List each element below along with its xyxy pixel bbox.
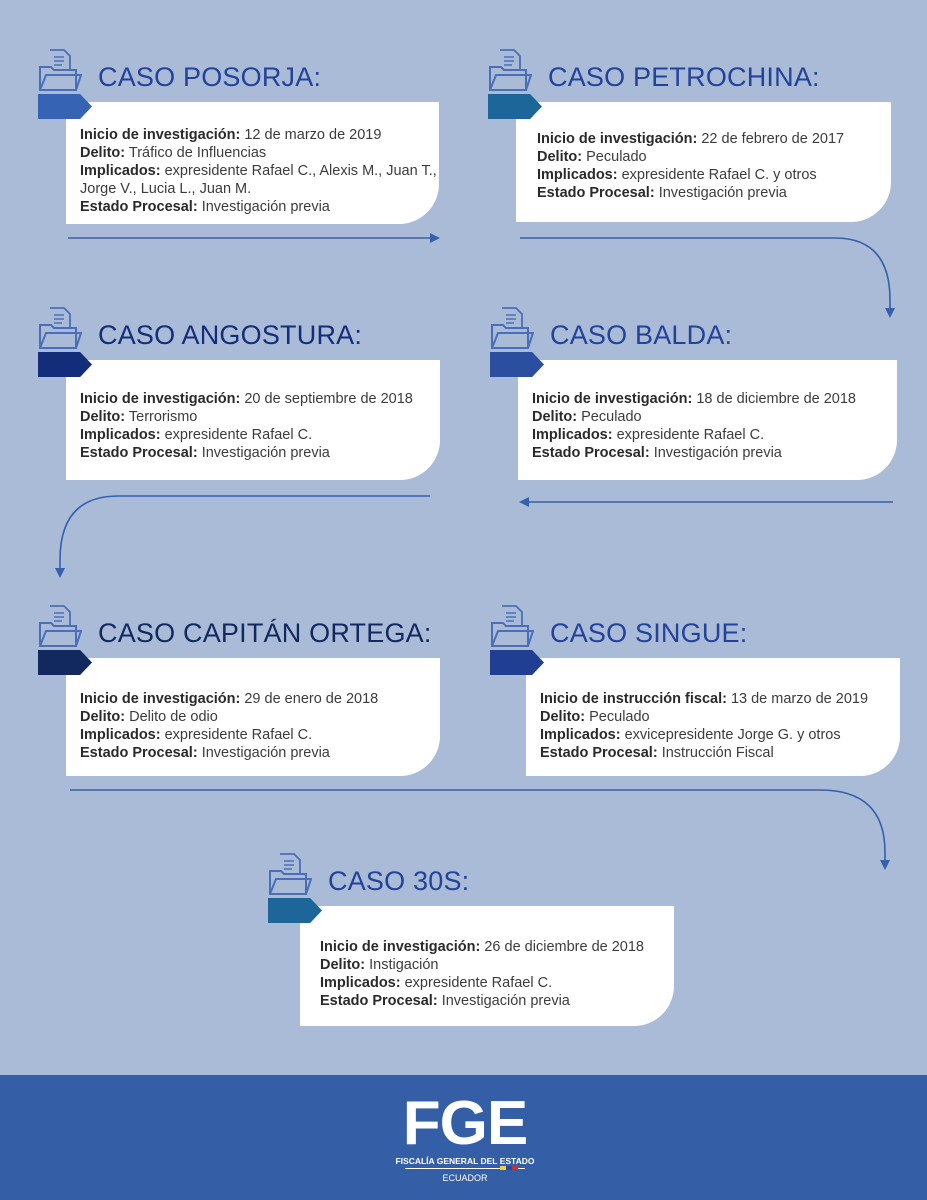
case-title: CASO ANGOSTURA:	[98, 320, 363, 350]
procedural-status-line	[537, 184, 891, 202]
field-value: 20 de septiembre de 2018	[240, 391, 413, 407]
field-value: 13 de marzo de 2019	[726, 691, 869, 707]
logo-country: ECUADOR	[442, 1173, 488, 1183]
field-value: exvicepresidente Jorge G. y otros	[620, 727, 841, 743]
start-date-line	[540, 690, 900, 708]
implicated-line	[532, 426, 897, 444]
start-date-line	[532, 390, 897, 408]
field-value: expresidente Rafael C.	[400, 975, 553, 991]
fge-logo	[395, 1089, 535, 1193]
crime-line	[540, 708, 900, 726]
field-label: Delito:	[80, 709, 126, 725]
folder-icon	[38, 48, 82, 92]
case-title: CASO CAPITÁN ORTEGA:	[98, 618, 432, 648]
field-label: Inicio de investigación:	[320, 939, 481, 955]
procedural-status-line	[80, 744, 440, 762]
logo-letters: FGE	[402, 1089, 528, 1158]
field-value: 12 de marzo de 2019	[240, 127, 382, 143]
field-label: Delito:	[540, 709, 586, 725]
case-title: CASO BALDA:	[550, 320, 733, 350]
field-label: Implicados:	[532, 427, 613, 443]
case-card	[526, 658, 900, 776]
field-label: Implicados:	[80, 427, 161, 443]
field-label: Estado Procesal:	[80, 745, 198, 761]
field-value: 26 de diciembre de 2018	[480, 939, 644, 955]
arrow-petrochina-to-balda	[520, 238, 890, 316]
case-card	[66, 360, 440, 480]
field-label: Inicio de investigación:	[532, 391, 693, 407]
field-value: Delito de odio	[125, 709, 218, 725]
field-value: Investigación previa	[649, 445, 782, 461]
field-label: Inicio de investigación:	[80, 691, 241, 707]
implicated-line	[80, 426, 440, 444]
field-label: Estado Procesal:	[537, 185, 655, 201]
folder-icon	[488, 48, 532, 92]
implicated-line	[537, 166, 891, 184]
field-label: Delito:	[532, 409, 578, 425]
field-value: expresidente Rafael C., Alexis M., Juan T., Jorge V., Lucia L., Juan M.	[80, 163, 437, 197]
flag-colors	[500, 1166, 518, 1170]
start-date-line	[320, 938, 674, 956]
crime-line	[532, 408, 897, 426]
implicated-line	[540, 726, 900, 744]
crime-line	[80, 408, 440, 426]
folder-icon	[268, 852, 312, 896]
field-label: Inicio de investigación:	[80, 391, 241, 407]
field-label: Implicados:	[320, 975, 401, 991]
folder-icon	[490, 604, 534, 648]
procedural-status-line	[540, 744, 900, 762]
field-value: expresidente Rafael C.	[160, 427, 313, 443]
footer	[0, 1075, 927, 1200]
procedural-status-line	[80, 198, 439, 216]
field-value: Investigación previa	[197, 199, 330, 215]
field-value: Peculado	[585, 709, 650, 725]
crime-line	[320, 956, 674, 974]
field-value: 29 de enero de 2018	[240, 691, 379, 707]
field-label: Delito:	[80, 145, 126, 161]
field-label: Implicados:	[540, 727, 621, 743]
start-date-line	[80, 126, 439, 144]
field-label: Implicados:	[537, 167, 618, 183]
folder-icon	[38, 306, 82, 350]
field-value: Investigación previa	[197, 745, 330, 761]
field-label: Delito:	[80, 409, 126, 425]
field-value: expresidente Rafael C.	[612, 427, 765, 443]
field-value: 22 de febrero de 2017	[697, 131, 845, 147]
case-title: CASO SINGUE:	[550, 618, 748, 648]
field-value: Investigación previa	[437, 993, 570, 1009]
case-card	[518, 360, 897, 480]
field-value: Investigación previa	[197, 445, 330, 461]
arrow-angostura-to-capitan-ortega	[60, 496, 430, 576]
case-title: CASO 30S:	[328, 866, 470, 896]
procedural-status-line	[80, 444, 440, 462]
implicated-line	[80, 726, 440, 744]
start-date-line	[80, 690, 440, 708]
implicated-line	[320, 974, 674, 992]
start-date-line	[537, 130, 891, 148]
field-label: Estado Procesal:	[320, 993, 438, 1009]
folder-icon	[490, 306, 534, 350]
crime-line	[537, 148, 891, 166]
field-label: Delito:	[537, 149, 583, 165]
field-label: Implicados:	[80, 163, 161, 179]
case-card	[300, 906, 674, 1026]
case-card	[66, 102, 439, 224]
case-title: CASO PETROCHINA:	[548, 62, 820, 92]
field-value: Tráfico de Influencias	[125, 145, 267, 161]
field-value: expresidente Rafael C.	[160, 727, 313, 743]
arrow-capitan-ortega-to-singue	[70, 790, 885, 868]
field-value: Peculado	[577, 409, 642, 425]
case-card	[66, 658, 440, 776]
field-label: Estado Procesal:	[80, 445, 198, 461]
field-label: Estado Procesal:	[80, 199, 198, 215]
field-value: Instigación	[365, 957, 439, 973]
field-label: Estado Procesal:	[540, 745, 658, 761]
field-label: Delito:	[320, 957, 366, 973]
field-value: 18 de diciembre de 2018	[692, 391, 856, 407]
field-value: Terrorismo	[125, 409, 198, 425]
field-label: Inicio de instrucción fiscal:	[540, 691, 727, 707]
field-value: Peculado	[582, 149, 647, 165]
field-label: Inicio de investigación:	[537, 131, 698, 147]
start-date-line	[80, 390, 440, 408]
field-label: Implicados:	[80, 727, 161, 743]
case-title: CASO POSORJA:	[98, 62, 322, 92]
logo-name: FISCALÍA GENERAL DEL ESTADO	[395, 1156, 535, 1166]
field-value: Instrucción Fiscal	[657, 745, 774, 761]
flag-red	[512, 1166, 518, 1170]
field-value: Investigación previa	[654, 185, 787, 201]
crime-line	[80, 708, 440, 726]
procedural-status-line	[532, 444, 897, 462]
implicated-line	[80, 162, 439, 198]
case-card	[516, 102, 891, 222]
crime-line	[80, 144, 439, 162]
field-label: Inicio de investigación:	[80, 127, 241, 143]
field-label: Estado Procesal:	[532, 445, 650, 461]
field-value: expresidente Rafael C. y otros	[617, 167, 817, 183]
folder-icon	[38, 604, 82, 648]
procedural-status-line	[320, 992, 674, 1010]
